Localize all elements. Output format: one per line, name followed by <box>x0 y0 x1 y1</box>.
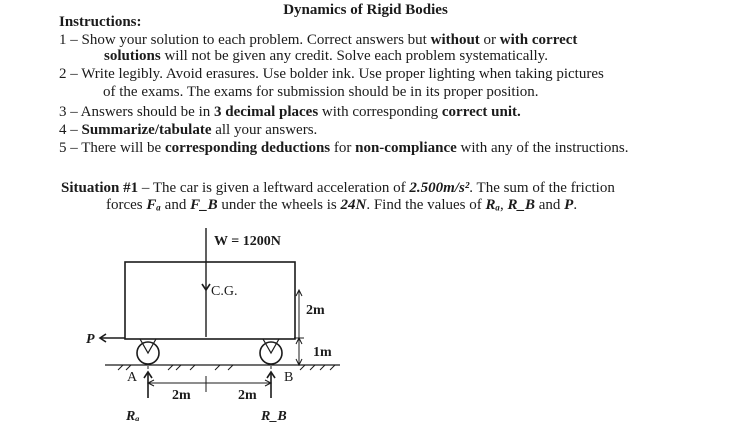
text-run: solutions <box>104 48 161 64</box>
support-b-icon <box>263 339 279 353</box>
text-run: corresponding deductions <box>164 140 331 156</box>
instruction-number: 4 – <box>59 122 78 138</box>
span-right-label: 2m <box>238 388 257 403</box>
text-run: Rₐ <box>485 197 500 213</box>
text-run: 24N <box>340 197 367 213</box>
text-run: of the exams. The exams for submission should be in its proper position. <box>103 84 539 100</box>
instruction-number: 5 – <box>59 140 78 156</box>
car-body <box>125 262 295 339</box>
text-run: . Find the values of <box>366 197 486 213</box>
text-run: . <box>573 197 578 213</box>
reaction-a-label: Rₐ <box>126 409 140 424</box>
text-run: correct unit. <box>441 104 521 120</box>
text-run: Fₐ <box>146 197 161 213</box>
text-run: F_B <box>190 197 218 213</box>
text-run: Summarize/tabulate <box>77 122 212 138</box>
text-run: R_B <box>507 197 535 213</box>
span-left-label: 2m <box>172 388 191 403</box>
text-run: 3 decimal places <box>214 104 319 120</box>
height-lower-label: 1m <box>313 345 332 360</box>
text-run: for <box>330 140 356 156</box>
force-p-label: P <box>86 332 95 347</box>
reaction-b-label: R_B <box>261 409 287 424</box>
text-run: 2.500m/s² <box>409 180 470 196</box>
text-run: without <box>430 32 480 48</box>
text-run: with correct <box>499 32 578 48</box>
height-upper-label: 2m <box>306 303 325 318</box>
support-a-label: A <box>127 370 138 385</box>
text-run: and <box>535 197 565 213</box>
support-a-icon <box>140 339 156 353</box>
text-run: and <box>160 197 191 213</box>
text-run: all your answers. <box>211 122 318 138</box>
text-run: under the wheels is <box>217 197 341 213</box>
instruction-number: 2 – <box>59 66 78 82</box>
text-run: or <box>479 32 500 48</box>
weight-label: W = 1200N <box>214 234 281 249</box>
text-run: forces <box>106 197 147 213</box>
text-run: will not be given any credit. Solve each problem systematically. <box>160 48 548 64</box>
text-run: . The sum of the friction <box>469 180 615 196</box>
text-run: Answers should be in <box>77 104 214 120</box>
instructions-heading: Instructions: <box>59 14 142 30</box>
text-run: non-compliance <box>355 140 457 156</box>
text-run: – The car is given a leftward acceleration of <box>138 180 410 196</box>
text-run: , <box>499 197 508 213</box>
text-run: with corresponding <box>318 104 442 120</box>
situation-label: Situation #1 <box>61 180 139 196</box>
text-run: P <box>564 197 574 213</box>
instruction-number: 1 – <box>59 32 78 48</box>
page-title: Dynamics of Rigid Bodies <box>283 2 448 18</box>
text-run: Write legibly. Avoid erasures. Use bolder ink. Use proper lighting when taking pictures <box>77 66 604 82</box>
cg-label: C.G. <box>211 284 238 299</box>
text-run: There will be <box>77 140 165 156</box>
text-run: with any of the instructions. <box>456 140 629 156</box>
ground-hatch <box>118 365 335 370</box>
instruction-number: 3 – <box>59 104 78 120</box>
support-b-label: B <box>284 370 294 385</box>
text-run: Show your solution to each problem. Correct answers but <box>77 32 431 48</box>
